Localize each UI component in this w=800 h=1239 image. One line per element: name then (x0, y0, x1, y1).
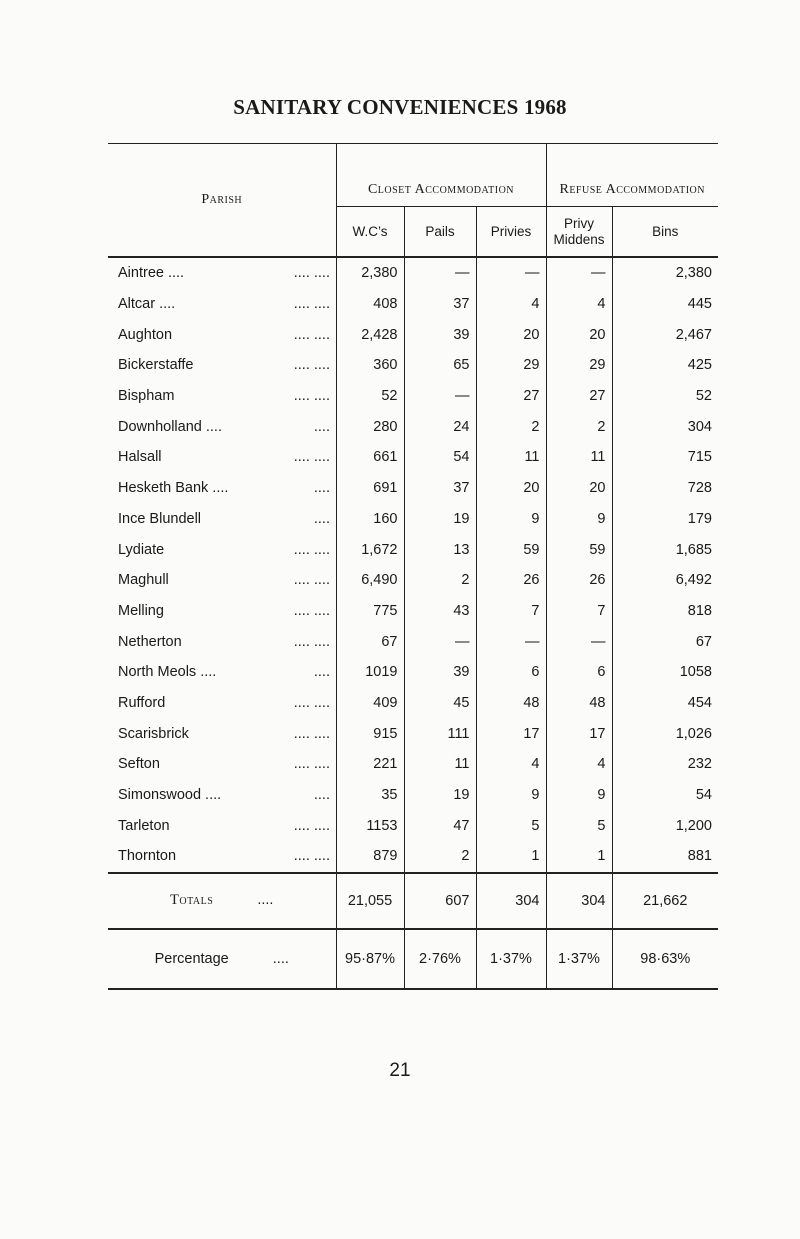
parish-name: Aughton (118, 326, 173, 343)
pails-cell: 24 (404, 411, 476, 442)
table-row (108, 381, 718, 412)
sanitary-table (108, 143, 718, 990)
totals-privies: 304 (476, 873, 546, 929)
totals-bins: 21,662 (612, 873, 718, 929)
privies-cell: 4 (476, 749, 546, 780)
privies-cell: 7 (476, 596, 546, 627)
table-row (108, 411, 718, 442)
totals-dots: .... (257, 892, 274, 909)
middens-cell: — (546, 626, 612, 657)
privies-cell: 48 (476, 688, 546, 719)
leader-dots: .... .... (293, 265, 330, 282)
page-title: SANITARY CONVENIENCES 1968 (233, 95, 567, 119)
pails-cell: 65 (404, 350, 476, 381)
bins-cell: 425 (612, 350, 718, 381)
parish-cell (108, 657, 336, 688)
wc-cell: 67 (336, 626, 404, 657)
privies-cell: 4 (476, 289, 546, 320)
bins-cell: 2,380 (612, 257, 718, 289)
table-row (108, 749, 718, 780)
parish-name: Bickerstaffe (118, 357, 194, 374)
wc-cell: 221 (336, 749, 404, 780)
percentage-label-cell (108, 929, 336, 989)
parish-cell (108, 841, 336, 873)
parish-name: Scarisbrick (118, 725, 189, 742)
bins-cell: 881 (612, 841, 718, 873)
bins-cell: 232 (612, 749, 718, 780)
leader-dots: .... .... (293, 541, 330, 558)
table-row (108, 257, 718, 289)
parish-name: Rufford (118, 694, 166, 711)
privies-cell: 1 (476, 841, 546, 873)
parish-cell (108, 411, 336, 442)
leader-dots: .... .... (293, 449, 330, 466)
percentage-bins: 98·63% (612, 929, 718, 989)
percentage-label: Percentage (154, 950, 229, 967)
bins-cell: 179 (612, 504, 718, 535)
totals-pails: 607 (404, 873, 476, 929)
leader-dots: .... .... (293, 725, 330, 742)
leader-dots: .... (313, 418, 330, 435)
closet-accommodation-header: Closet Accommodation (336, 144, 546, 207)
pails-cell: — (404, 257, 476, 289)
pails-cell: — (404, 381, 476, 412)
pails-cell: 11 (404, 749, 476, 780)
totals-middens: 304 (546, 873, 612, 929)
bins-cell: 715 (612, 442, 718, 473)
pails-cell: 2 (404, 841, 476, 873)
leader-dots: .... (313, 510, 330, 527)
middens-cell: 20 (546, 473, 612, 504)
table-row (108, 810, 718, 841)
wc-cell: 360 (336, 350, 404, 381)
table-row (108, 596, 718, 627)
pails-cell: 45 (404, 688, 476, 719)
leader-dots: .... .... (293, 848, 330, 865)
table-row (108, 688, 718, 719)
parish-name: Hesketh Bank .... (118, 480, 229, 497)
table-row (108, 442, 718, 473)
middens-cell: 26 (546, 565, 612, 596)
bins-cell: 1058 (612, 657, 718, 688)
parish-name: Maghull (118, 572, 169, 589)
privies-cell: 59 (476, 534, 546, 565)
parish-header: Parish (108, 144, 336, 258)
privies-cell: 9 (476, 504, 546, 535)
parish-name: Bispham (118, 388, 175, 405)
parish-cell (108, 442, 336, 473)
wc-cell: 661 (336, 442, 404, 473)
privy-middens-header (546, 207, 612, 258)
leader-dots: .... .... (293, 357, 330, 374)
parish-cell (108, 810, 336, 841)
pails-cell: 2 (404, 565, 476, 596)
wc-cell: 409 (336, 688, 404, 719)
wc-cell: 2,428 (336, 319, 404, 350)
parish-cell (108, 381, 336, 412)
bins-cell: 304 (612, 411, 718, 442)
pails-header: Pails (404, 207, 476, 258)
privies-cell: 6 (476, 657, 546, 688)
pails-cell: 37 (404, 289, 476, 320)
bins-header: Bins (612, 207, 718, 258)
wc-cell: 1,672 (336, 534, 404, 565)
bins-cell: 2,467 (612, 319, 718, 350)
leader-dots: .... .... (293, 296, 330, 313)
parish-cell (108, 626, 336, 657)
pails-cell: 13 (404, 534, 476, 565)
privies-cell: 2 (476, 411, 546, 442)
privies-cell: 20 (476, 473, 546, 504)
percentage-privies: 1·37% (476, 929, 546, 989)
leader-dots: .... (313, 664, 330, 681)
parish-cell (108, 504, 336, 535)
leader-dots: .... .... (293, 694, 330, 711)
privies-cell: 26 (476, 565, 546, 596)
bins-cell: 67 (612, 626, 718, 657)
table-row (108, 626, 718, 657)
privies-header: Privies (476, 207, 546, 258)
parish-cell (108, 289, 336, 320)
wc-cell: 691 (336, 473, 404, 504)
refuse-accommodation-header: Refuse Accommodation (546, 144, 718, 207)
privies-cell: 29 (476, 350, 546, 381)
table-row (108, 289, 718, 320)
table-row (108, 534, 718, 565)
pails-cell: 39 (404, 657, 476, 688)
parish-cell (108, 565, 336, 596)
totals-label: Totals (170, 892, 214, 909)
privies-cell: 20 (476, 319, 546, 350)
wc-cell: 915 (336, 718, 404, 749)
parish-name: Downholland .... (118, 418, 222, 435)
middens-cell: 9 (546, 504, 612, 535)
middens-cell: 48 (546, 688, 612, 719)
parish-name: Melling (118, 602, 164, 619)
parish-name: North Meols .... (118, 664, 217, 681)
pails-cell: 47 (404, 810, 476, 841)
table-row (108, 565, 718, 596)
parish-name: Ince Blundell (118, 510, 202, 527)
parish-name: Aintree .... (118, 265, 185, 282)
wc-cell: 35 (336, 780, 404, 811)
privies-cell: 9 (476, 780, 546, 811)
totals-row (108, 873, 718, 929)
leader-dots: .... .... (293, 756, 330, 773)
leader-dots: .... .... (293, 817, 330, 834)
parish-cell (108, 473, 336, 504)
wc-header: W.C’s (336, 207, 404, 258)
table-row (108, 504, 718, 535)
table-row (108, 657, 718, 688)
parish-name: Altcar .... (118, 296, 176, 313)
table-row (108, 473, 718, 504)
parish-name: Sefton (118, 756, 160, 773)
wc-cell: 160 (336, 504, 404, 535)
totals-label-cell (108, 873, 336, 929)
middens-cell: 4 (546, 289, 612, 320)
middens-cell: 29 (546, 350, 612, 381)
middens-cell: 2 (546, 411, 612, 442)
percentage-row (108, 929, 718, 989)
page-number: 21 (389, 1060, 411, 1081)
privies-cell: 17 (476, 718, 546, 749)
bins-cell: 1,200 (612, 810, 718, 841)
parish-name: Netherton (118, 633, 182, 650)
middens-cell: 17 (546, 718, 612, 749)
middens-cell: 7 (546, 596, 612, 627)
middens-cell: 9 (546, 780, 612, 811)
privies-cell: 11 (476, 442, 546, 473)
parish-cell (108, 257, 336, 289)
bins-cell: 454 (612, 688, 718, 719)
bins-cell: 54 (612, 780, 718, 811)
middens-cell: 20 (546, 319, 612, 350)
parish-cell (108, 350, 336, 381)
leader-dots: .... .... (293, 602, 330, 619)
bins-cell: 52 (612, 381, 718, 412)
pails-cell: 43 (404, 596, 476, 627)
percentage-dots: .... (272, 950, 289, 967)
leader-dots: .... .... (293, 326, 330, 343)
middens-cell: 5 (546, 810, 612, 841)
wc-cell: 1019 (336, 657, 404, 688)
privies-cell: — (476, 626, 546, 657)
parish-cell (108, 596, 336, 627)
parish-name: Simonswood .... (118, 787, 222, 804)
parish-name: Tarleton (118, 817, 170, 834)
parish-cell (108, 534, 336, 565)
table-row (108, 780, 718, 811)
table-row (108, 350, 718, 381)
parish-name: Halsall (118, 449, 162, 466)
leader-dots: .... .... (293, 388, 330, 405)
privy-middens-label: Privy Middens (553, 215, 605, 247)
parish-cell (108, 780, 336, 811)
bins-cell: 1,685 (612, 534, 718, 565)
bins-cell: 818 (612, 596, 718, 627)
bins-cell: 6,492 (612, 565, 718, 596)
wc-cell: 408 (336, 289, 404, 320)
middens-cell: 11 (546, 442, 612, 473)
wc-cell: 6,490 (336, 565, 404, 596)
table-row (108, 718, 718, 749)
pails-cell: 19 (404, 780, 476, 811)
bins-cell: 1,026 (612, 718, 718, 749)
bins-cell: 445 (612, 289, 718, 320)
totals-wc: 21,055 (336, 873, 404, 929)
table-row (108, 841, 718, 873)
leader-dots: .... (313, 787, 330, 804)
pails-cell: 39 (404, 319, 476, 350)
parish-cell (108, 749, 336, 780)
parish-name: Thornton (118, 848, 177, 865)
pails-cell: 54 (404, 442, 476, 473)
pails-cell: 111 (404, 718, 476, 749)
percentage-pails: 2·76% (404, 929, 476, 989)
middens-cell: 27 (546, 381, 612, 412)
percentage-wc: 95·87% (336, 929, 404, 989)
middens-cell: 6 (546, 657, 612, 688)
pails-cell: 37 (404, 473, 476, 504)
pails-cell: — (404, 626, 476, 657)
leader-dots: .... (313, 480, 330, 497)
parish-cell (108, 718, 336, 749)
middens-cell: — (546, 257, 612, 289)
percentage-middens: 1·37% (546, 929, 612, 989)
wc-cell: 1153 (336, 810, 404, 841)
privies-cell: 5 (476, 810, 546, 841)
parish-name: Lydiate (118, 541, 165, 558)
wc-cell: 775 (336, 596, 404, 627)
privies-cell: — (476, 257, 546, 289)
table-row (108, 319, 718, 350)
pails-cell: 19 (404, 504, 476, 535)
bins-cell: 728 (612, 473, 718, 504)
middens-cell: 59 (546, 534, 612, 565)
leader-dots: .... .... (293, 633, 330, 650)
parish-cell (108, 688, 336, 719)
wc-cell: 879 (336, 841, 404, 873)
parish-cell (108, 319, 336, 350)
leader-dots: .... .... (293, 572, 330, 589)
wc-cell: 280 (336, 411, 404, 442)
wc-cell: 52 (336, 381, 404, 412)
wc-cell: 2,380 (336, 257, 404, 289)
middens-cell: 1 (546, 841, 612, 873)
middens-cell: 4 (546, 749, 612, 780)
privies-cell: 27 (476, 381, 546, 412)
